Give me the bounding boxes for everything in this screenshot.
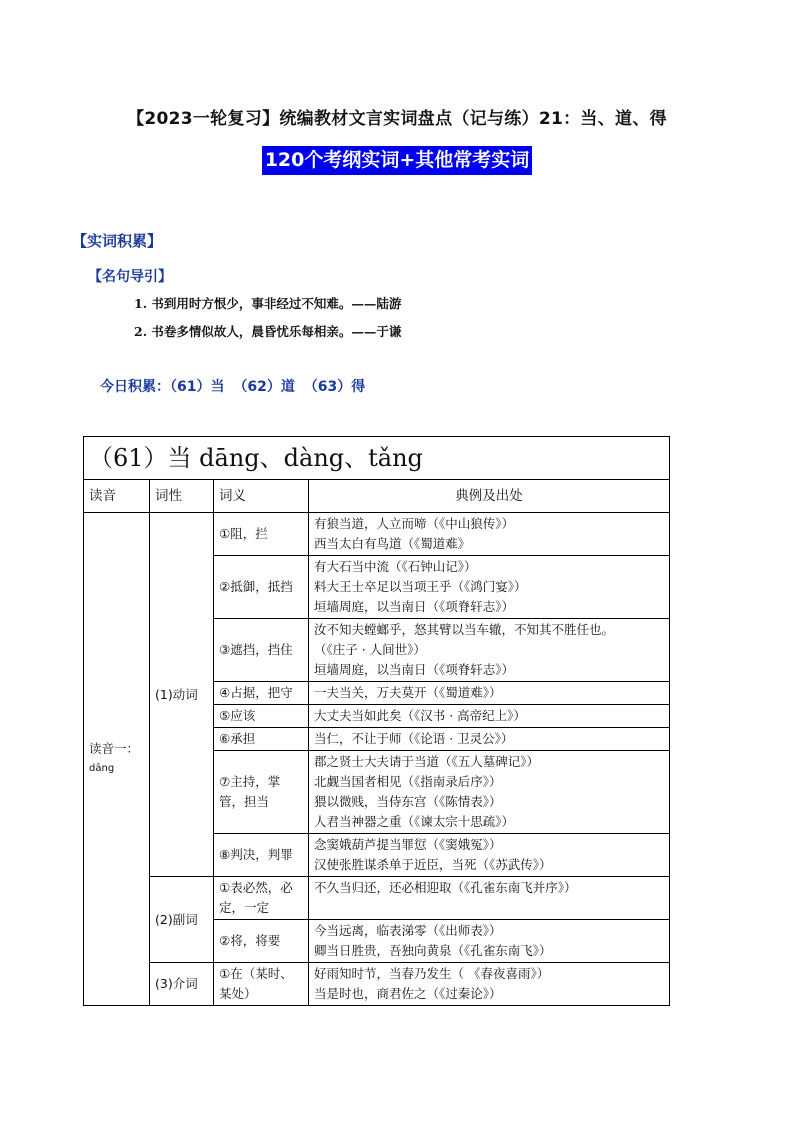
example-line: 有大石当中流（《石钟山记》） [314, 559, 477, 574]
subtitle-wrap [0, 146, 794, 175]
example-line: （《庄子 · 人间世》） [314, 642, 426, 657]
example-cell [309, 513, 670, 556]
example-cell [309, 728, 670, 751]
example-cell [309, 920, 670, 963]
document-title: 【2023一轮复习】统编教材文言实词盘点（记与练）21：当、道、得 [127, 109, 667, 129]
example-line: 汉使张胜谋杀单于近臣，当死（《苏武传》） [314, 857, 552, 872]
quote-2: 2. 书卷多情似故人，晨昏忧乐每相亲。——于谦 [134, 324, 402, 339]
quotes-heading: 【名句导引】 [88, 269, 172, 285]
section-title: 【实词积累】 [72, 232, 163, 250]
example-cell [309, 556, 670, 619]
example-line: 人君当神器之重（《谏太宗十思疏》） [314, 814, 515, 829]
example-line: 猥以微贱，当侍东宫（《陈情表》） [314, 794, 502, 809]
col-header-reading: 读音 [84, 480, 150, 513]
meaning-cell: ⑧判决，判罪 [214, 834, 309, 877]
example-cell [309, 751, 670, 834]
meaning-cell: ②抵御，抵挡 [214, 556, 309, 619]
table-header-row [84, 480, 670, 513]
example-cell [309, 705, 670, 728]
table-row [84, 877, 670, 920]
col-header-meaning: 词义 [214, 480, 309, 513]
meaning-cell: ⑤应该 [214, 705, 309, 728]
meaning-cell: ①表必然，必定，一定 [214, 877, 309, 920]
example-line: 西当太白有鸟道（《蜀道难》 [314, 536, 471, 551]
vocab-table [83, 436, 670, 1006]
today-accumulation: 今日积累：（61）当 （62）道 （63）得 [100, 379, 366, 395]
example-line: 一夫当关，万夫莫开（《蜀道难》） [314, 685, 502, 700]
meaning-cell: ①阻，拦 [214, 513, 309, 556]
reading-pinyin: dāng [89, 763, 115, 774]
meaning-cell: ⑦主持，掌管，担当 [214, 751, 309, 834]
table-title: （61）当 dāng、dàng、tǎng [84, 437, 670, 480]
example-line: 有狼当道，人立而啼（《中山狼传》） [314, 516, 515, 531]
meaning-cell: ④占据，把守 [214, 682, 309, 705]
table-row [84, 513, 670, 556]
pos-adverb: (2)副词 [150, 877, 214, 963]
example-line: 郡之贤士大夫请于当道（《五人墓碑记》） [314, 754, 540, 769]
quote-1: 1. 书到用时方恨少，事非经过不知难。——陆游 [134, 296, 402, 311]
example-line: 卿当日胜贵，吾独向黄泉（《孔雀东南飞》） [314, 943, 552, 958]
meaning-cell: ①在（某时、某处） [214, 963, 309, 1006]
table-title-row [84, 437, 670, 480]
example-line: 料大王士卒足以当项王乎（《鸿门宴》） [314, 579, 527, 594]
meaning-cell: ③遮挡，挡住 [214, 619, 309, 682]
example-line: 北觑当国者相见（《指南录后序》） [314, 774, 502, 789]
reading-cell [84, 513, 150, 1006]
example-line: 大丈夫当如此矣（《汉书 · 高帝纪上》） [314, 708, 526, 723]
example-line: 当仁，不让于师（《论语 · 卫灵公》） [314, 731, 514, 746]
reading-label: 读音一： [89, 741, 140, 756]
example-cell [309, 963, 670, 1006]
example-line: 今当远离，临表涕零（《出师表》） [314, 923, 502, 938]
col-header-pos: 词性 [150, 480, 214, 513]
example-line: 垣墙周庭，以当南日（《项脊轩志》） [314, 662, 515, 677]
example-line: 不久当归还，还必相迎取（《孔雀东南飞并序》） [314, 880, 577, 895]
meaning-cell: ②将，将要 [214, 920, 309, 963]
example-line: 垣墙周庭，以当南日（《项脊轩志》） [314, 599, 515, 614]
document-subtitle: 120个考纲实词+其他常考实词 [262, 146, 533, 175]
table-row [84, 963, 670, 1006]
example-line: 好雨知时节，当春乃发生（ 《春夜喜雨》） [314, 966, 550, 981]
pos-verb: (1)动词 [150, 513, 214, 877]
example-line: 汝不知夫螳螂乎，怒其臂以当车辙，不知其不胜任也。 [314, 622, 615, 637]
example-cell [309, 834, 670, 877]
example-cell [309, 877, 670, 920]
meaning-cell: ⑥承担 [214, 728, 309, 751]
example-line: 念窦娥葫芦提当罪愆（《窦娥冤》） [314, 837, 502, 852]
pos-prep: (3)介词 [150, 963, 214, 1006]
col-header-examples: 典例及出处 [309, 480, 670, 513]
example-line: 当是时也，商君佐之（《过秦论》） [314, 986, 502, 1001]
example-cell [309, 619, 670, 682]
example-cell [309, 682, 670, 705]
